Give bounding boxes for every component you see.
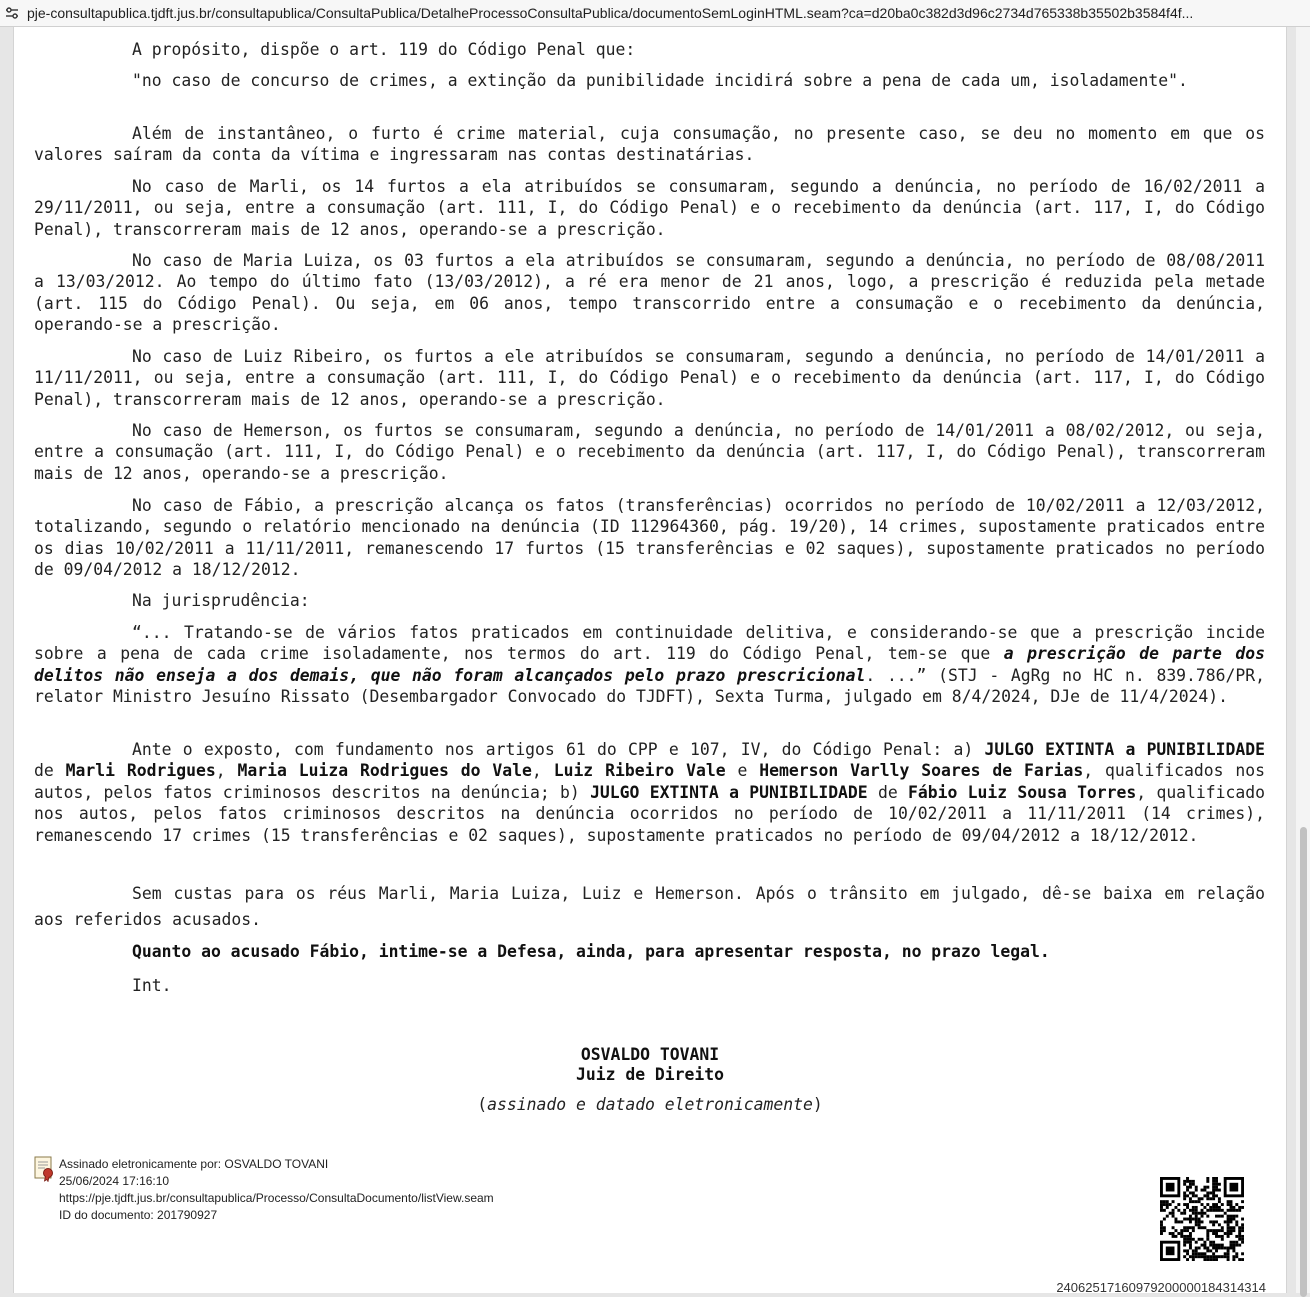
signed-at: 25/06/2024 17:16:10 (59, 1174, 170, 1188)
quote-citation: . ...” (STJ - AgRg no HC n. 839.786/PR, relator Ministro Jesuíno Rissato (Desembargador Convocado do TJDFT), Sexta Turma, julgado em 8/4/2024, DJe de 11/4/2024). (34, 665, 1265, 707)
paragraph: Na jurisprudência: (132, 591, 310, 610)
emphasis: JULGO EXTINTA a PUNIBILIDADE (984, 740, 1265, 759)
emphasis: JULGO EXTINTA a PUNIBILIDADE (590, 782, 868, 802)
defendant-name: Luiz Ribeiro Vale (553, 761, 726, 781)
text: de (867, 782, 909, 802)
paragraph-jurisprudence (34, 622, 1265, 708)
text: , qualificado nos autos, pelos fatos criminosos descritos na denúncia ocorridos no período de 10/02/2011 a 11/11/2011 (14 crimes), remanescendo 17 crimes (15 transferências e 02 saques), supostamente praticados no período de 09/04/2012 a 18/12/2012. (34, 782, 1265, 845)
verification-url[interactable]: https://pje.tjdft.jus.br/consultapublica/Processo/ConsultaDocumento/listView.seam (59, 1191, 494, 1205)
text: de (34, 761, 66, 781)
site-settings-icon[interactable] (4, 0, 20, 26)
paragraph: No caso de Fábio, a prescrição alcança os fatos (transferências) ocorridos no período de 10/02/2011 a 12/03/2012, totalizando, segundo o relatório mencionado na denúncia (ID 112964360, pág. 19/20), 14 crimes, supostamente praticados entre os dias 10/02/2011 a 11/11/2011, remanescendo 17 furtos (15 transferências e 02 saques), supostamente praticados no período de 09/04/2012 a 18/12/2012. (34, 496, 1265, 580)
judge-title: Juiz de Direito (575, 1065, 725, 1084)
paragraph: Além de instantâneo, o furto é crime material, cuja consumação, no presente caso, se deu no momento em que os valores saíram da conta da vítima e ingressaram nas contas destinatárias. (34, 124, 1265, 165)
document-id: ID do documento: 201790927 (59, 1208, 218, 1222)
defendant-name: Hemerson Varlly Soares de Farias (759, 761, 1084, 781)
judge-name: OSVALDO TOVANI (580, 1045, 720, 1064)
paragraph: No caso de Maria Luiza, os 03 furtos a ela atribuídos se consumaram, segundo a denúncia, no período de 08/08/2011 a 13/03/2012. Ao tempo do último fato (13/03/2012), a ré era menor de 21 anos, logo, a prescrição é reduzida pela metade (art. 115 do Código Penal). Ou seja, em 06 anos, tempo transcorrido entre a consumação e o recebimento da denúncia, operando-se a prescrição. (34, 251, 1265, 335)
paragraph-order: Quanto ao acusado Fábio, intime-se a Defesa, ainda, para apresentar resposta, no prazo legal. (132, 942, 1050, 961)
scrollbar-thumb[interactable] (1300, 827, 1307, 1297)
certificate-seal-icon (34, 1156, 56, 1182)
vertical-scrollbar[interactable] (1296, 27, 1310, 1293)
quote-text: “... Tratando-se de vários fatos praticados em continuidade delitiva, e considerando-se que a prescrição incide sobre a pena de cada crime isoladamente, nos termos do art. 119 do Código Penal, tem-se que (34, 623, 1265, 664)
address-bar[interactable] (0, 0, 1310, 27)
qr-code (1160, 1177, 1244, 1261)
text: , (531, 761, 554, 781)
paren: ( (477, 1095, 488, 1114)
text: , qualificados nos autos, pelos fatos criminosos descritos na denúncia; b) (34, 761, 1265, 802)
paragraph: A propósito, dispõe o art. 119 do Código Penal que: (132, 40, 636, 59)
paragraph: Int. (132, 976, 172, 995)
quote-emphasis: a prescrição de parte dos delitos não enseja a dos demais, que não foram alcançados pelo prazo prescricional (34, 644, 1265, 685)
text: Ante o exposto, com fundamento nos artigos 61 do CPP e 107, IV, do Código Penal: a) (132, 740, 985, 759)
document-number: 24062517160979200000184314314 (1056, 1280, 1266, 1295)
text: , (215, 761, 238, 781)
paragraph: No caso de Hemerson, os furtos se consumaram, segundo a denúncia, no período de 14/01/2011 a 08/02/2012, ou seja, entre a consumação (art. 111, I, do Código Penal) e o recebimento da denúncia (art. 117, I, do Código Penal), transcorreram mais de 12 anos, operando-se a prescrição. (34, 421, 1265, 483)
url-text: pje-consultapublica.tjdft.jus.br/consultapublica/ConsultaPublica/DetalheProcessoConsultaPublica/documentoSemLoginHTML.seam?ca=d20ba0c382d3d96c2734d765338b35502b3584f4f... (27, 5, 1194, 21)
paragraph-decision (34, 739, 1265, 846)
paragraph: No caso de Marli, os 14 furtos a ela atribuídos se consumaram, segundo a denúncia, no período de 16/02/2011 a 29/11/2011, ou seja, entre a consumação (art. 111, I, do Código Penal) e o recebimento da denúncia (art. 117, I, do Código Penal), transcorreram mais de 12 anos, operando-se a prescrição. (34, 177, 1265, 239)
paragraph: No caso de Luiz Ribeiro, os furtos a ele atribuídos se consumaram, segundo a denúncia, no período de 14/01/2011 a 11/11/2011, ou seja, entre a consumação (art. 111, I, do Código Penal) e o recebimento da denúncia (art. 117, I, do Código Penal), transcorreram mais de 12 anos, operando-se a prescrição. (34, 347, 1265, 409)
paragraph: Sem custas para os réus Marli, Maria Luiza, Luiz e Hemerson. Após o trânsito em julgado, dê-se baixa em relação aos referidos acusados. (34, 884, 1265, 929)
paren: ) (812, 1095, 823, 1114)
defendant-name: Maria Luiza Rodrigues do Vale (237, 761, 532, 781)
text: e (725, 761, 760, 781)
document-page (13, 27, 1287, 1293)
signature-note (14, 1095, 1286, 1115)
defendant-name: Marli Rodrigues (65, 761, 216, 781)
paragraph-quote: "no caso de concurso de crimes, a extinção da punibilidade incidirá sobre a pena de cada um, isoladamente". (132, 71, 1188, 90)
signature-note-text: assinado e datado eletronicamente (487, 1095, 813, 1114)
defendant-name: Fábio Luiz Sousa Torres (908, 782, 1137, 802)
signed-by: Assinado eletronicamente por: OSVALDO TOVANI (59, 1157, 329, 1171)
